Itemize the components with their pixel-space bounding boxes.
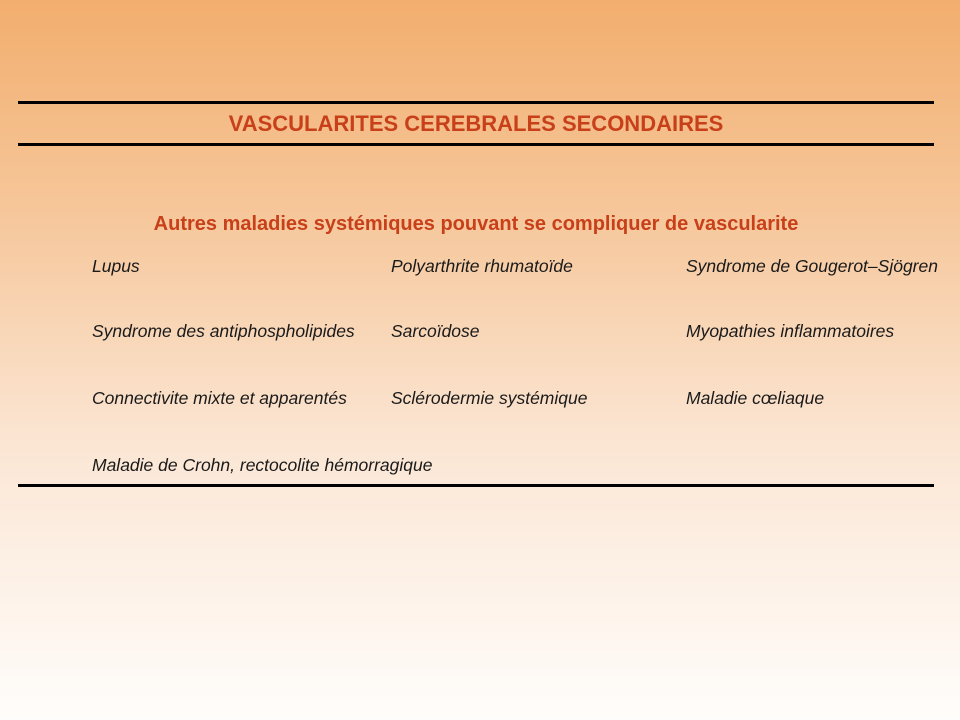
- disease-cell-wide: Maladie de Crohn, rectocolite hémorragique: [92, 455, 433, 475]
- section-subtitle: Autres maladies systémiques pouvant se compliquer de vascularite: [153, 213, 799, 235]
- disease-cell: Myopathies inflammatoires: [686, 321, 895, 341]
- disease-cell: Syndrome de Gougerot–Sjögren: [686, 256, 938, 276]
- disease-cell: Maladie cœliaque: [686, 388, 825, 408]
- slide-title: VASCULARITES CEREBRALES SECONDAIRES: [228, 111, 724, 136]
- disease-cell: Connectivite mixte et apparentés: [92, 388, 347, 408]
- bottom-rule: [18, 484, 934, 487]
- disease-cell: Syndrome des antiphospholipides: [92, 321, 355, 341]
- disease-cell: Polyarthrite rhumatoïde: [391, 256, 573, 276]
- title-rule: [18, 143, 934, 146]
- top-rule: [18, 101, 934, 104]
- disease-cell: Lupus: [92, 256, 140, 276]
- disease-cell: Sclérodermie systémique: [391, 388, 588, 408]
- disease-cell: Sarcoïdose: [391, 321, 480, 341]
